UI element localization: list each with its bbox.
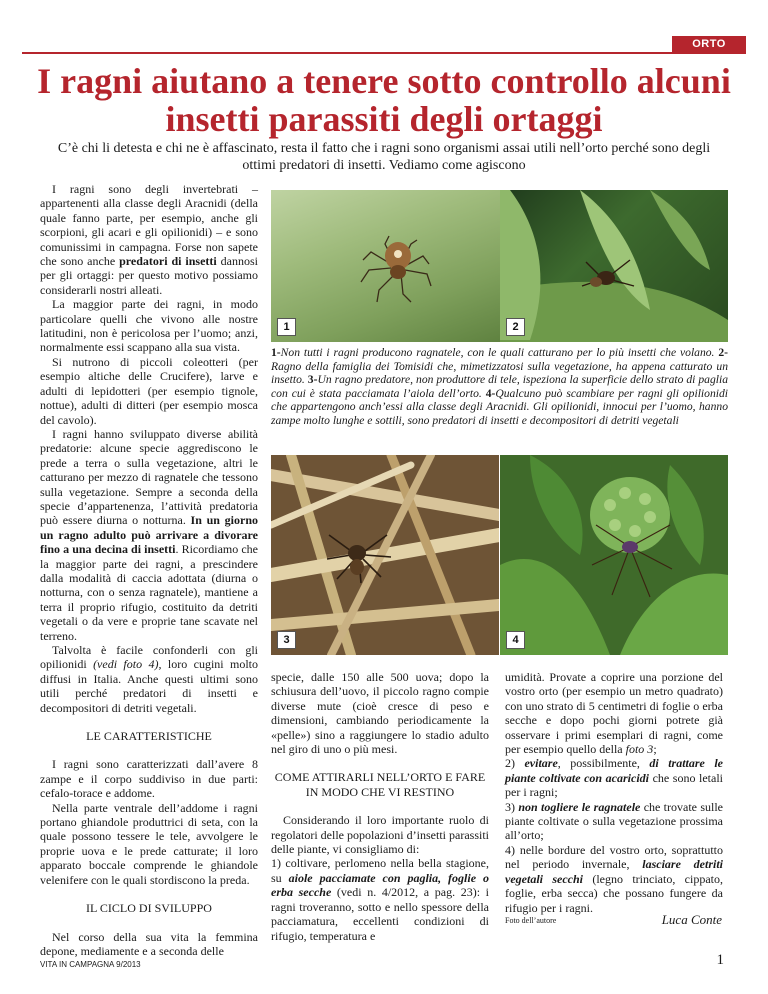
paragraph: La maggior parte dei ragni, in modo particolare quelli che vivono alle nostre latitudini, non è pericolosa per l’uomo; anzi, normalmente essi scappano alla sua vista. [40,297,258,355]
section-tag: ORTO [672,36,746,53]
paragraph: 2) evitare, possibilmente, di trattare le piante coltivate con acaricidi che sono letali per i ragni; [505,756,723,800]
paragraph: Nel corso della sua vita la femmina depone, mediamente e a seconda delle [40,929,258,958]
leaf-spider-illustration [500,190,728,342]
paragraph: 4) nelle bordure del vostro orto, soprattutto nel periodo invernale, lasciare detriti vegetali secchi (legno trinciato, cippato, foglie, erba secca) che possano fungere da rifugio per i ragni. [505,842,723,915]
photo-number: 2 [506,318,525,336]
paragraph: Si nutrono di piccoli coleotteri (per esempio altiche delle Crucifere), larve e adulti di lepidotteri (per esempio tignole, nottue), adulti di ditteri (per esempio mosca del cavolo). [40,354,258,427]
photo-caption: 1-Non tutti i ragni producono ragnatele, con le quali catturano per lo più insetti che volano. 2-Ragno della famiglia dei Tomisidi che, mimetizzatosi sulla vegetazione, ha appena catturato un insetto. 3-Un ragno predatore, non produttore di tele, ispeziona la superficie dello strato di paglia con cui è stata pacciamata l’aiola dell’orto. 4-Qualcuno può scambiare per ragni gli opilionidi che appartengono anch’essi alla classe degli Aracnidi. Gli opilionidi, innocui per l’uomo, hanno zampe molto lunghe e sottili, sono predatori di insetti e decompositori di detriti vegetali [271,346,728,427]
photo-credit: Foto dell’autore [505,916,557,925]
section-heading: LE CARATTERISTICHE [86,729,212,744]
photo-3 [271,455,499,655]
photo-number: 4 [506,631,525,649]
paragraph: Considerando il loro importante ruolo di regolatori delle popolazioni d’insetti parassiti delle piante, vi consigliamo di: [271,813,489,857]
straw-spider-illustration [271,455,499,655]
paragraph: I ragni hanno sviluppato diverse abilità predatorie: alcune specie aggrediscono le prede a terra o sulla vegetazione, altri le catturano per mezzo di ragnatele che tessono sulla vegetazione. Sempre a seconda della specie d’appartenenza, l’attività predatoria può essere diurna o notturna. In un giorno un ragno adulto può arrivare a divorare fino a una decina di insetti. Ricordiamo che la maggior parte dei ragni, a prescindere dalla modalità di caccia adottata (diurna o notturna, con o senza ragnatele), mantiene a terra il proprio rifugio, costituito da detriti vegetali o da vere e proprie tane scavate nel terreno. [40,426,259,643]
article-title: I ragni aiutano a tenere sotto controllo alcuni insetti parassiti degli ortaggi [37,61,731,139]
paragraph: Nella parte ventrale dell’addome i ragni portano ghiandole produttrici di seta, con la quale possono tessere le tele, avvolgere le proprie uova e le prede catturate; il loro apparato boccale comprende le ghiandole velenifere con le quali stordiscono la preda. [40,800,258,887]
magazine-issue: VITA IN CAMPAGNA 9/2013 [40,960,141,969]
header-rule [22,52,746,54]
paragraph: 1) coltivare, perlomeno nella bella stagione, su aiole pacciamate con paglia, foglie o erba secche (vedi n. 4/2012, a pag. 23): i ragni troveranno, sotto e nello spessore della pacciamatura, eccellenti condizioni di rifugio, temperatura e [271,856,489,943]
paragraph: umidità. Provate a coprire una porzione del vostro orto (per esempio un metro quadrato) con uno strato di 5 centimetri di foglie o erba secche e dopo pochi giorni potrete già osservare i primi esemplari di ragni, come per esempio quello della foto 3; [505,670,723,757]
paragraph: I ragni sono degli invertebrati – appartenenti alla classe degli Aracnidi (della quale fanno parte, per esempio, anche gli scorpioni, gli acari e gli opilionidi) – e sono comunissimi in campagna. Forse non sapete che sono anche predatori di insetti dannosi per gli ortaggi: per questo motivo possiamo considerarli nostri alleati. [40,182,258,297]
photo-1 [271,190,500,342]
section-heading: IL CICLO DI SVILUPPO [86,901,212,916]
section-heading: COME ATTIRARLI NELL’ORTO E FARE IN MODO CHE VI RESTINO [274,770,486,799]
paragraph: I ragni sono caratterizzati dall’avere 8 zampe e il corpo suddiviso in due parti: cefalo-torace e addome. [40,757,258,801]
plant-opilionid-illustration [500,455,728,655]
photo-number: 3 [277,631,296,649]
column-1 [40,182,258,958]
column-3 [505,670,723,915]
spider-illustration [271,190,500,342]
photo-4 [500,455,728,655]
author-name: Luca Conte [661,912,722,927]
photo-2 [500,190,728,342]
page-number: 1 [716,952,724,968]
paragraph: Talvolta è facile confonderli con gli opilionidi (vedi foto 4), loro cugini molto diffusi in Italia. Anche questi ultimi sono utili perché predatori di insetti e decompositori di detriti vegetali. [40,643,258,715]
photo-number: 1 [277,318,296,336]
paragraph: 3) non togliere le ragnatele che trovate sulle piante coltivate o sulla vegetazione prossima all’orto; [505,799,724,843]
column-2 [271,670,489,943]
article-subtitle: C’è chi li detesta e chi ne è affascinato, resta il fatto che i ragni sono organismi assai utili nell’orto perché sono degli ottimi predatori di insetti. Vediamo come agiscono [57,141,711,173]
paragraph: specie, dalle 150 alle 500 uova; dopo la schiusura dell’uovo, il piccolo ragno compie diverse mute (cioè cresce di peso e dimensioni, cambiando periodicamente la «pelle») sino a raggiungere lo stadio adulto nel giro di uno o più mesi. [271,670,489,757]
